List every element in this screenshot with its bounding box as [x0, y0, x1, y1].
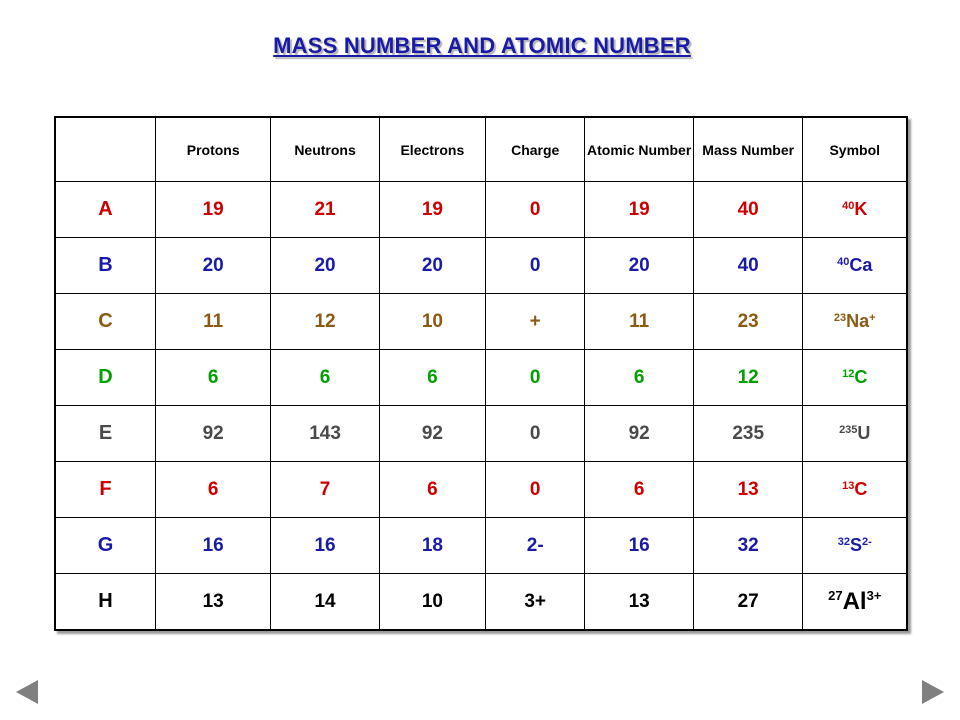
cell-neutrons: 7 [271, 462, 379, 518]
cell-electrons: 92 [379, 406, 485, 462]
cell-charge: 0 [485, 350, 584, 406]
cell-electrons: 18 [379, 518, 485, 574]
cell-electrons: 10 [379, 294, 485, 350]
header-protons: Protons [156, 117, 271, 182]
symbol-element: Al [842, 587, 867, 615]
cell-atomic: 13 [585, 574, 693, 631]
cell-mass: 40 [693, 238, 803, 294]
table-row [55, 518, 907, 574]
table-row [55, 238, 907, 294]
symbol-mass-number: 40 [837, 256, 850, 268]
symbol-charge: 3+ [866, 587, 882, 603]
cell-neutrons: 12 [271, 294, 379, 350]
cell-symbol [803, 462, 907, 518]
row-label: E [55, 406, 156, 462]
cell-symbol [803, 406, 907, 462]
cell-symbol [803, 294, 907, 350]
symbol-mass-number: 12 [842, 368, 855, 380]
page-title: MASS NUMBER AND ATOMIC NUMBER [273, 33, 691, 58]
isotope-table [54, 116, 908, 631]
symbol-mass-number: 32 [837, 536, 850, 548]
cell-neutrons: 20 [271, 238, 379, 294]
triangle-right-icon[interactable] [922, 680, 944, 704]
header-charge: Charge [485, 117, 584, 182]
cell-protons: 6 [156, 462, 271, 518]
cell-symbol [803, 574, 907, 631]
cell-protons: 13 [156, 574, 271, 631]
cell-mass: 235 [693, 406, 803, 462]
row-label: F [55, 462, 156, 518]
cell-charge: 2- [485, 518, 584, 574]
symbol-element: U [857, 423, 871, 443]
row-label: C [55, 294, 156, 350]
symbol-mass-number: 40 [842, 200, 855, 212]
header-atomic-number: Atomic Number [585, 117, 693, 182]
table-row [55, 294, 907, 350]
cell-protons: 19 [156, 182, 271, 238]
cell-protons: 16 [156, 518, 271, 574]
cell-electrons: 10 [379, 574, 485, 631]
table-row [55, 406, 907, 462]
symbol-mass-number: 23 [833, 312, 847, 324]
cell-symbol [803, 182, 907, 238]
table-row [55, 462, 907, 518]
cell-atomic: 11 [585, 294, 693, 350]
cell-charge: 0 [485, 182, 584, 238]
cell-protons: 20 [156, 238, 271, 294]
symbol-element: C [854, 479, 868, 499]
cell-mass: 12 [693, 350, 803, 406]
cell-mass: 27 [693, 574, 803, 631]
cell-electrons: 19 [379, 182, 485, 238]
cell-electrons: 20 [379, 238, 485, 294]
symbol-element: Ca [849, 255, 873, 275]
symbol-element: Na [846, 311, 870, 331]
row-label: H [55, 574, 156, 631]
symbol-charge: + [869, 312, 876, 324]
symbol-mass-number: 27 [828, 587, 843, 603]
cell-neutrons: 6 [271, 350, 379, 406]
row-label: A [55, 182, 156, 238]
row-label: G [55, 518, 156, 574]
cell-neutrons: 16 [271, 518, 379, 574]
symbol-charge: 2- [861, 536, 872, 548]
cell-electrons: 6 [379, 350, 485, 406]
triangle-left-icon[interactable] [16, 680, 38, 704]
cell-mass: 13 [693, 462, 803, 518]
table-row [55, 350, 907, 406]
cell-neutrons: 143 [271, 406, 379, 462]
row-label: B [55, 238, 156, 294]
cell-mass: 23 [693, 294, 803, 350]
cell-neutrons: 21 [271, 182, 379, 238]
symbol-element: S [849, 535, 862, 555]
row-label: D [55, 350, 156, 406]
symbol-element: C [854, 367, 868, 387]
cell-atomic: 20 [585, 238, 693, 294]
header-row [55, 117, 907, 182]
cell-protons: 11 [156, 294, 271, 350]
cell-protons: 6 [156, 350, 271, 406]
cell-symbol [803, 350, 907, 406]
cell-electrons: 6 [379, 462, 485, 518]
cell-mass: 32 [693, 518, 803, 574]
cell-charge: 0 [485, 406, 584, 462]
cell-charge: + [485, 294, 584, 350]
table-row [55, 574, 907, 631]
cell-charge: 0 [485, 462, 584, 518]
cell-charge: 0 [485, 238, 584, 294]
symbol-mass-number: 13 [842, 480, 855, 492]
cell-charge: 3+ [485, 574, 584, 631]
header-neutrons: Neutrons [271, 117, 379, 182]
header-electrons: Electrons [379, 117, 485, 182]
header-symbol: Symbol [803, 117, 907, 182]
symbol-mass-number: 235 [839, 424, 858, 436]
cell-protons: 92 [156, 406, 271, 462]
symbol-element: K [854, 199, 868, 219]
cell-atomic: 6 [585, 462, 693, 518]
cell-mass: 40 [693, 182, 803, 238]
cell-symbol [803, 518, 907, 574]
cell-atomic: 19 [585, 182, 693, 238]
cell-neutrons: 14 [271, 574, 379, 631]
header-mass-number: Mass Number [693, 117, 803, 182]
cell-atomic: 92 [585, 406, 693, 462]
header-corner [55, 117, 156, 182]
cell-symbol [803, 238, 907, 294]
cell-atomic: 6 [585, 350, 693, 406]
table-row [55, 182, 907, 238]
cell-atomic: 16 [585, 518, 693, 574]
